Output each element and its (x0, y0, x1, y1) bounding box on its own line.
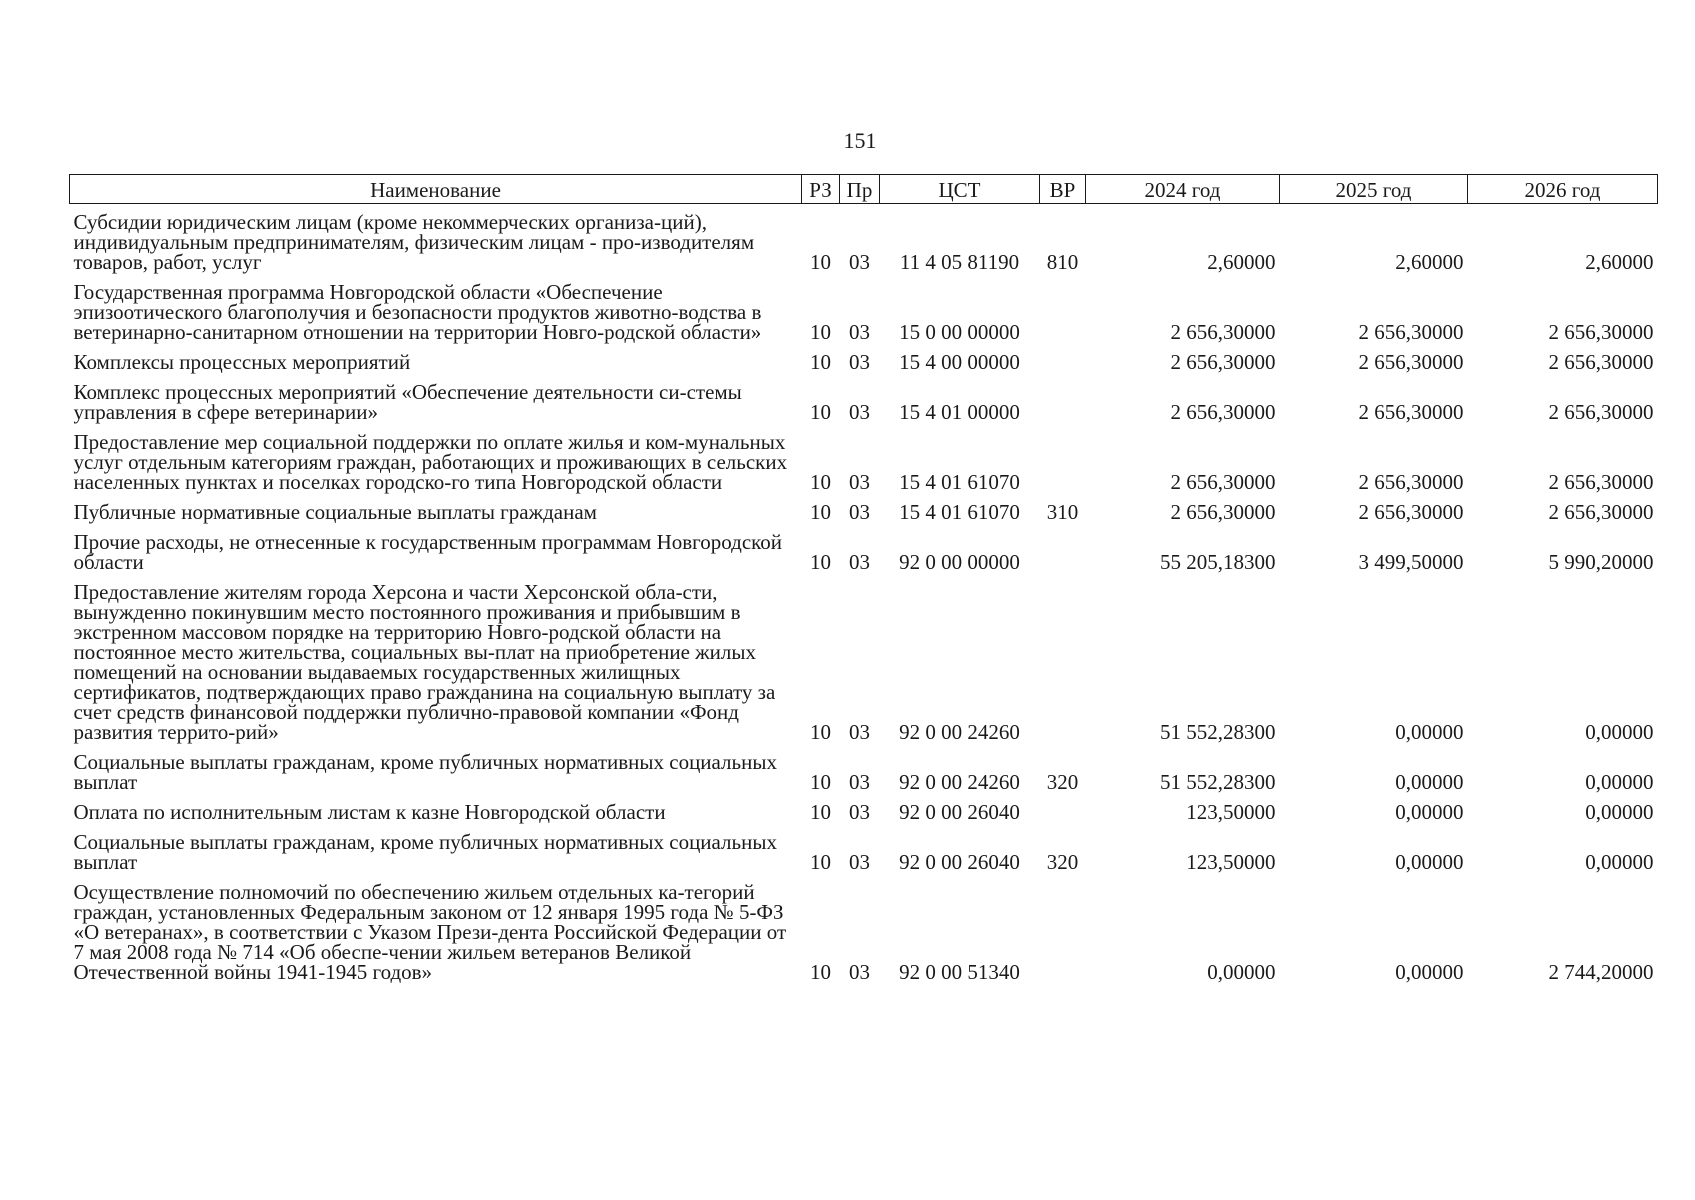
cell-rz: 10 (810, 350, 831, 374)
cell-2024: 123,50000 (1186, 800, 1276, 824)
table-row (70, 744, 1658, 794)
cell-rz: 10 (810, 550, 831, 574)
cell-rz: 10 (810, 850, 831, 874)
cell-vr: 320 (1046, 850, 1079, 874)
cell-2026: 2,60000 (1585, 250, 1654, 274)
cell-2025: 0,00000 (1395, 800, 1464, 824)
cell-name: Осуществление полномочий по обеспечению жильем отдельных ка-тегорий граждан, установленных Федеральным законом от 12 января 1995 года № 5-ФЗ «О ветеранах», в соответствии с Указом Прези-дента Российской Федерации от 7 мая 2008 года № 714 «Об обеспе-чении жильем ветеранов Великой Отечественной войны 1941-1945 годов» (73, 880, 787, 984)
cell-pr: 03 (849, 320, 870, 344)
cell-2025: 3 499,50000 (1358, 550, 1464, 574)
cell-name: Предоставление жителям города Херсона и части Херсонской обла-сти, вынужденно покинувшим место постоянного проживания и прибывшим в экстренном массовом порядке на территорию Новго-родской области на постоянное место жительства, социальных вы-плат на приобретение жилых помещений на основании выдаваемых государственных жилищных сертификатов, подтверждающих право гражданина на социальную выплату за счет средств финансовой поддержки публично-правовой компании «Фонд развития террито-рий» (73, 580, 776, 744)
table-row (70, 824, 1658, 874)
cell-2024: 2 656,30000 (1170, 350, 1276, 374)
cell-2025: 0,00000 (1395, 720, 1464, 744)
cell-2024: 0,00000 (1207, 960, 1276, 984)
cell-vr: 320 (1046, 770, 1079, 794)
cell-cst: 92 0 00 24260 (899, 720, 1020, 744)
cell-name: Комплексы процессных мероприятий (73, 350, 411, 374)
cell-2025: 0,00000 (1395, 960, 1464, 984)
cell-pr: 03 (849, 500, 870, 524)
table-row (70, 424, 1658, 494)
header-name: Наименование (70, 175, 802, 204)
header-2025: 2025 год (1280, 175, 1468, 204)
table-row (70, 574, 1658, 744)
cell-2025: 0,00000 (1395, 770, 1464, 794)
cell-rz: 10 (810, 720, 831, 744)
cell-pr: 03 (849, 250, 870, 274)
cell-2026: 2 656,30000 (1548, 320, 1654, 344)
cell-name: Государственная программа Новгородской области «Обеспечение эпизоотического благополучия и безопасности продуктов животно-водства в ветеринарно-санитарном отношении на территории Новго-родской области» (73, 280, 762, 344)
cell-2024: 2,60000 (1207, 250, 1276, 274)
table-header-row (70, 175, 1658, 204)
cell-rz: 10 (810, 320, 831, 344)
cell-vr (1040, 274, 1086, 344)
cell-2025: 0,00000 (1395, 850, 1464, 874)
cell-2024: 2 656,30000 (1170, 470, 1276, 494)
cell-rz: 10 (810, 770, 831, 794)
cell-2025: 2,60000 (1395, 250, 1464, 274)
cell-2026: 5 990,20000 (1548, 550, 1654, 574)
cell-2024: 123,50000 (1186, 850, 1276, 874)
cell-name: Комплекс процессных мероприятий «Обеспечение деятельности си-стемы управления в сфере ветеринарии» (73, 380, 742, 424)
cell-2026: 2 656,30000 (1548, 470, 1654, 494)
cell-pr: 03 (849, 720, 870, 744)
cell-name: Субсидии юридическим лицам (кроме некоммерческих организа-ций), индивидуальным предпринимателям, физическим лицам - про-изводителям товаров, работ, услуг (73, 210, 755, 274)
cell-vr (1040, 874, 1086, 984)
header-2024: 2024 год (1086, 175, 1280, 204)
cell-rz: 10 (810, 500, 831, 524)
cell-cst: 15 4 01 61070 (899, 470, 1020, 494)
table-row (70, 494, 1658, 524)
cell-rz: 10 (810, 960, 831, 984)
cell-cst: 92 0 00 24260 (899, 770, 1020, 794)
cell-2025: 2 656,30000 (1358, 400, 1464, 424)
cell-2026: 0,00000 (1585, 850, 1654, 874)
cell-pr: 03 (849, 960, 870, 984)
cell-cst: 15 0 00 00000 (899, 320, 1020, 344)
cell-cst: 15 4 01 00000 (899, 400, 1020, 424)
cell-2024: 51 552,28300 (1160, 720, 1276, 744)
header-2026: 2026 год (1468, 175, 1658, 204)
table-row (70, 344, 1658, 374)
cell-vr: 810 (1046, 250, 1079, 274)
cell-2026: 2 744,20000 (1548, 960, 1654, 984)
cell-pr: 03 (849, 550, 870, 574)
cell-pr: 03 (849, 800, 870, 824)
cell-vr (1040, 374, 1086, 424)
cell-rz: 10 (810, 470, 831, 494)
cell-2025: 2 656,30000 (1358, 500, 1464, 524)
header-rz: РЗ (802, 175, 840, 204)
cell-pr: 03 (849, 770, 870, 794)
header-vr: ВР (1040, 175, 1086, 204)
cell-name: Социальные выплаты гражданам, кроме публичных нормативных социальных выплат (73, 750, 777, 794)
cell-cst: 92 0 00 00000 (899, 550, 1020, 574)
table-row (70, 374, 1658, 424)
cell-2026: 0,00000 (1585, 800, 1654, 824)
cell-name: Публичные нормативные социальные выплаты гражданам (73, 500, 597, 524)
cell-pr: 03 (849, 470, 870, 494)
cell-2025: 2 656,30000 (1358, 320, 1464, 344)
cell-cst: 15 4 00 00000 (899, 350, 1020, 374)
table-row (70, 874, 1658, 984)
cell-2024: 51 552,28300 (1160, 770, 1276, 794)
cell-vr (1040, 794, 1086, 824)
page-number: 151 (843, 128, 877, 153)
cell-rz: 10 (810, 800, 831, 824)
cell-vr: 310 (1046, 500, 1079, 524)
cell-pr: 03 (849, 850, 870, 874)
cell-vr (1040, 574, 1086, 744)
cell-2024: 2 656,30000 (1170, 320, 1276, 344)
header-pr: Пр (840, 175, 880, 204)
table-row (70, 204, 1658, 275)
cell-vr (1040, 424, 1086, 494)
cell-rz: 10 (810, 400, 831, 424)
cell-2026: 2 656,30000 (1548, 500, 1654, 524)
cell-pr: 03 (849, 400, 870, 424)
cell-2025: 2 656,30000 (1358, 470, 1464, 494)
cell-name: Прочие расходы, не отнесенные к государственным программам Новгородской области (73, 530, 783, 574)
cell-pr: 03 (849, 350, 870, 374)
cell-2024: 55 205,18300 (1160, 550, 1276, 574)
cell-cst: 92 0 00 26040 (899, 800, 1020, 824)
cell-vr (1040, 344, 1086, 374)
header-cst: ЦСТ (880, 175, 1040, 204)
cell-2025: 2 656,30000 (1358, 350, 1464, 374)
cell-2024: 2 656,30000 (1170, 400, 1276, 424)
cell-2026: 0,00000 (1585, 720, 1654, 744)
cell-cst: 15 4 01 61070 (899, 500, 1020, 524)
table-row (70, 274, 1658, 344)
cell-vr (1040, 524, 1086, 574)
budget-table (69, 174, 1658, 984)
cell-cst: 92 0 00 51340 (899, 960, 1020, 984)
table-row (70, 524, 1658, 574)
cell-rz: 10 (810, 250, 831, 274)
cell-2024: 2 656,30000 (1170, 500, 1276, 524)
cell-name: Социальные выплаты гражданам, кроме публичных нормативных социальных выплат (73, 830, 777, 874)
table-row (70, 794, 1658, 824)
cell-cst: 11 4 05 81190 (899, 250, 1020, 274)
cell-cst: 92 0 00 26040 (899, 850, 1020, 874)
cell-2026: 2 656,30000 (1548, 400, 1654, 424)
cell-name: Оплата по исполнительным листам к казне Новгородской области (73, 800, 666, 824)
cell-2026: 2 656,30000 (1548, 350, 1654, 374)
cell-2026: 0,00000 (1585, 770, 1654, 794)
cell-name: Предоставление мер социальной поддержки по оплате жилья и ком-мунальных услуг отдельным категориям граждан, работающих и проживающих в сельских населенных пунктах и поселках городско-го типа Новгородской области (73, 430, 788, 494)
table-body (70, 204, 1658, 985)
